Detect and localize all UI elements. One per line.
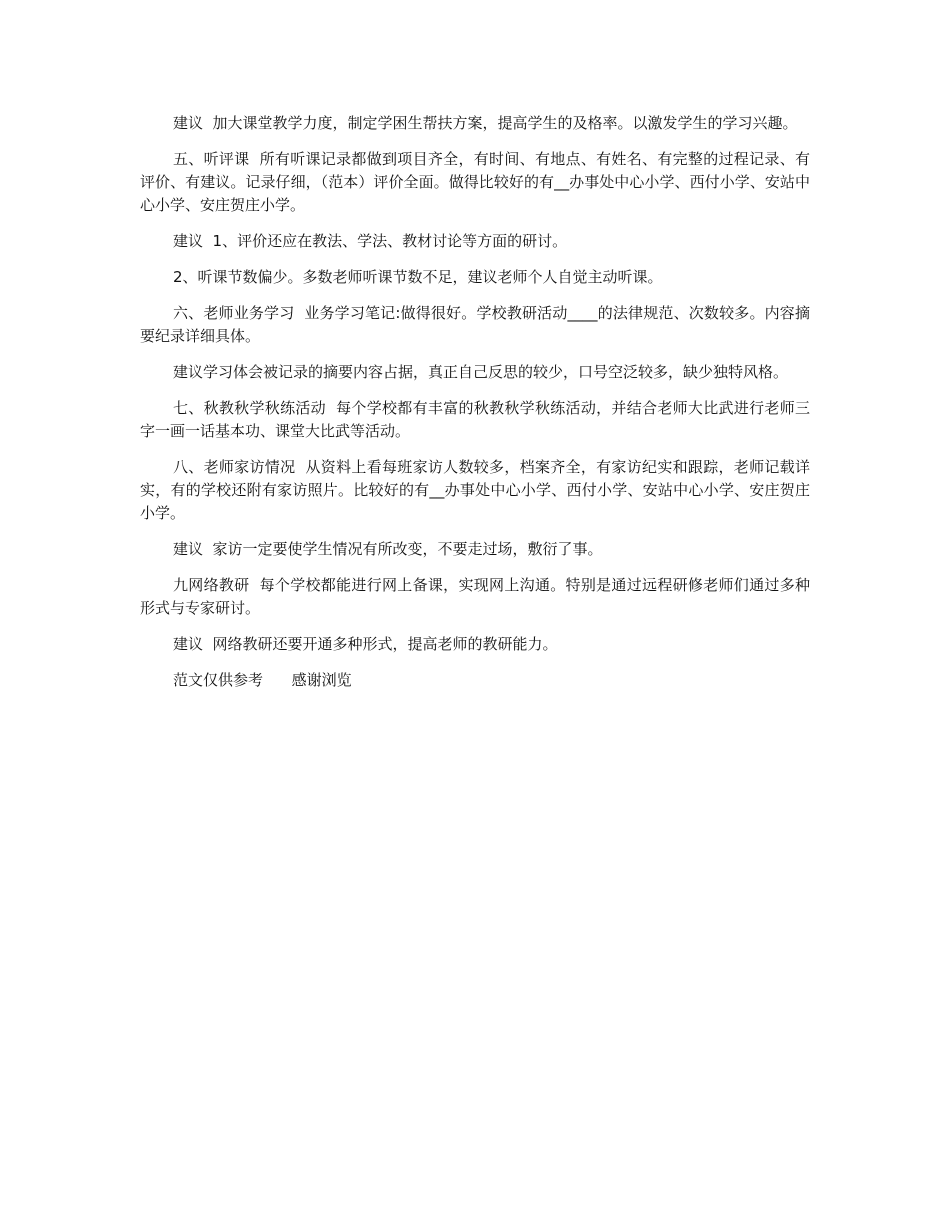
paragraph-section-6-teacher-study: 六、老师业务学习 业务学习笔记:做得很好。学校教研活动____的法律规范、次数较多。内容摘要纪录详细具体。	[140, 304, 810, 345]
paragraph-suggestion-study-notes: 建议学习体会被记录的摘要内容占据，真正自己反思的较少，口号空泛较多，缺少独特风格。	[173, 363, 789, 381]
paragraph-section-5-lesson-evaluation: 五、听评课 所有听课记录都做到项目齐全，有时间、有地点、有姓名、有完整的过程记录、有评价、有建议。记录仔细，（范本）评价全面。做得比较好的有__办事处中心小学、西付小学、安站中心小学、安庄贺庄小学。	[140, 150, 810, 214]
paragraph-suggestion-online-research: 建议 网络教研还要开通多种形式，提高老师的教研能力。	[173, 635, 558, 653]
paragraph-suggestion-class-teaching: 建议 加大课堂教学力度，制定学困生帮扶方案，提高学生的及格率。以激发学生的学习兴趣。	[173, 114, 798, 132]
paragraph-footer-note: 范文仅供参考 感谢浏览	[173, 671, 352, 689]
paragraph-section-7-autumn-activities: 七、秋教秋学秋练活动 每个学校都有丰富的秋教秋学秋练活动，并结合老师大比武进行老师三字一画一话基本功、课堂大比武等活动。	[140, 399, 810, 440]
paragraph-section-9-online-research: 九网络教研 每个学校都能进行网上备课，实现网上沟通。特别是通过远程研修老师们通过多种形式与专家研讨。	[140, 576, 810, 617]
paragraph-suggestion-home-visits: 建议 家访一定要使学生情况有所改变，不要走过场，敷衍了事。	[173, 540, 603, 558]
paragraph-suggestion-lesson-count: 2、听课节数偏少。多数老师听课节数不足，建议老师个人自觉主动听课。	[173, 268, 663, 286]
document-page	[140, 112, 810, 705]
paragraph-section-8-home-visits: 八、老师家访情况 从资料上看每班家访人数较多，档案齐全，有家访纪实和跟踪，老师记载详实，有的学校还附有家访照片。比较好的有__办事处中心小学、西付小学、安站中心小学、安庄贺庄小学。	[140, 458, 810, 522]
paragraph-suggestion-evaluation-methods: 建议 1、评价还应在教法、学法、教材讨论等方面的研讨。	[173, 232, 568, 250]
